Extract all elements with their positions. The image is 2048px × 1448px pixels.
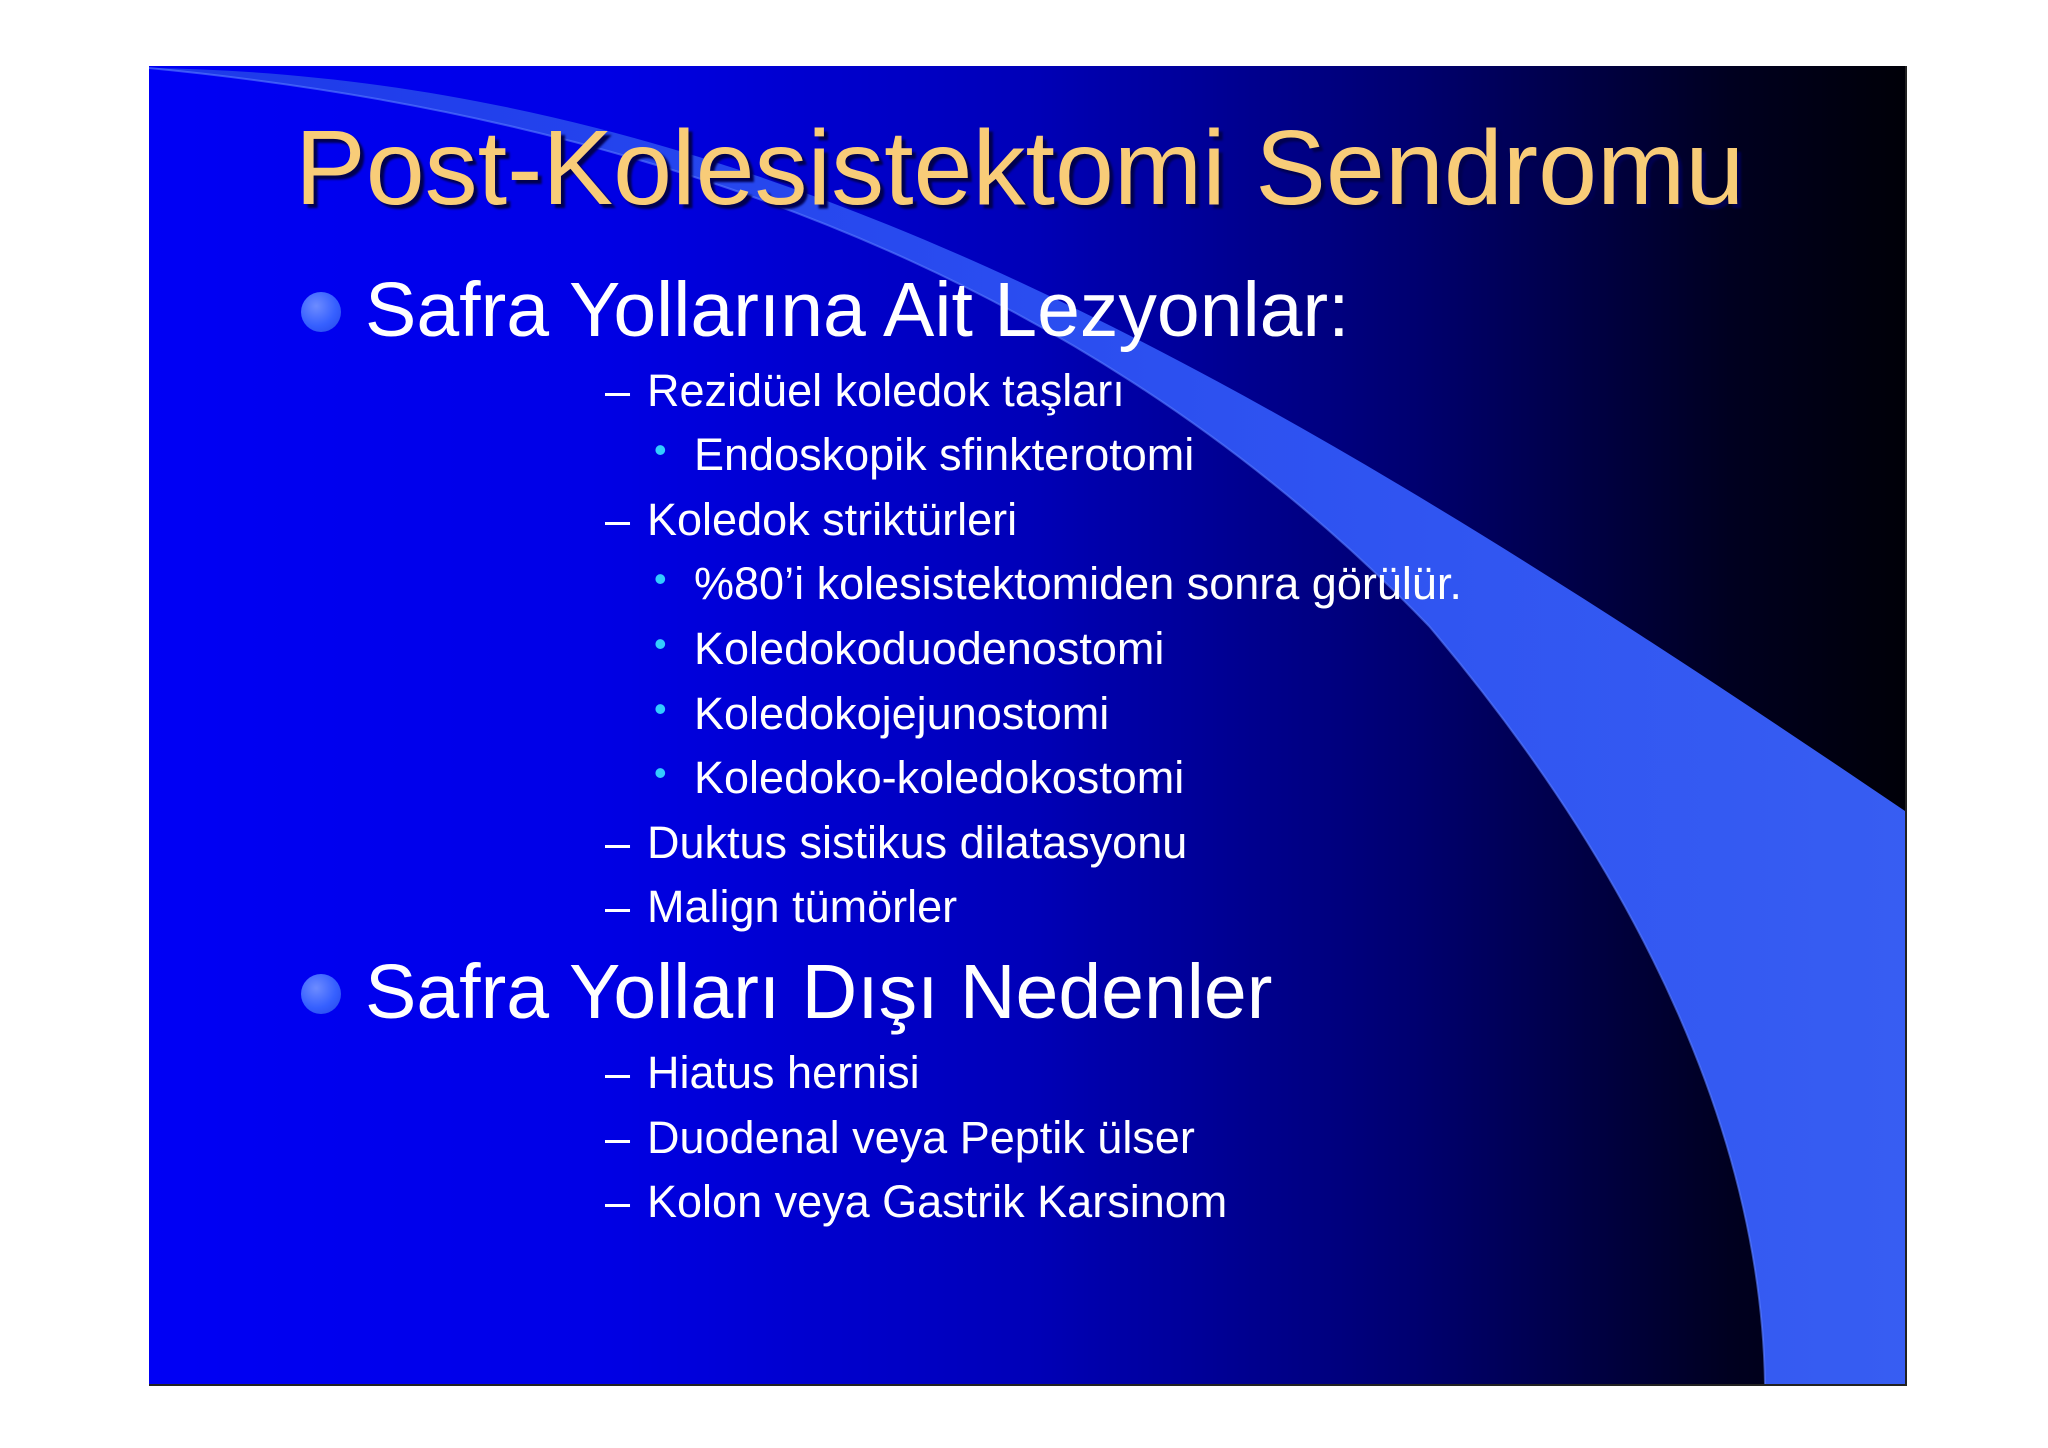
sub-list-item: • Koledoko-koledokostomi xyxy=(654,752,1185,803)
list-item: – Koledok striktürleri xyxy=(605,494,1018,545)
sub-bullet-icon: • xyxy=(654,688,667,729)
bullet-icon xyxy=(301,974,341,1014)
sub-list-item: • Koledokoduodenostomi xyxy=(654,623,1165,674)
section-heading-biliary: Safra Yollarına Ait Lezyonlar: xyxy=(365,272,1350,349)
sub-list-item: • Koledokojejunostomi xyxy=(654,688,1110,739)
list-item: – Malign tümörler xyxy=(605,881,958,932)
bullet-icon xyxy=(301,292,341,332)
sub-list-item: • %80’i kolesistektomiden sonra görülür. xyxy=(654,558,1462,609)
slide xyxy=(149,66,1907,1386)
sub-bullet-icon: • xyxy=(654,623,667,664)
sub-list-item: • Endoskopik sfinkterotomi xyxy=(654,429,1195,480)
sub-bullet-icon: • xyxy=(654,558,667,599)
section-heading-extrabiliary: Safra Yolları Dışı Nedenler xyxy=(365,954,1272,1031)
list-item: – Rezidüel koledok taşları xyxy=(605,365,1125,416)
list-item: – Hiatus hernisi xyxy=(605,1047,920,1098)
list-item: – Duodenal veya Peptik ülser xyxy=(605,1112,1195,1163)
sub-bullet-icon: • xyxy=(654,752,667,793)
slide-title: Post-Kolesistektomi Sendromu xyxy=(295,109,1745,227)
list-item: – Duktus sistikus dilatasyonu xyxy=(605,817,1188,868)
list-item: – Kolon veya Gastrik Karsinom xyxy=(605,1176,1228,1227)
sub-bullet-icon: • xyxy=(654,429,667,470)
